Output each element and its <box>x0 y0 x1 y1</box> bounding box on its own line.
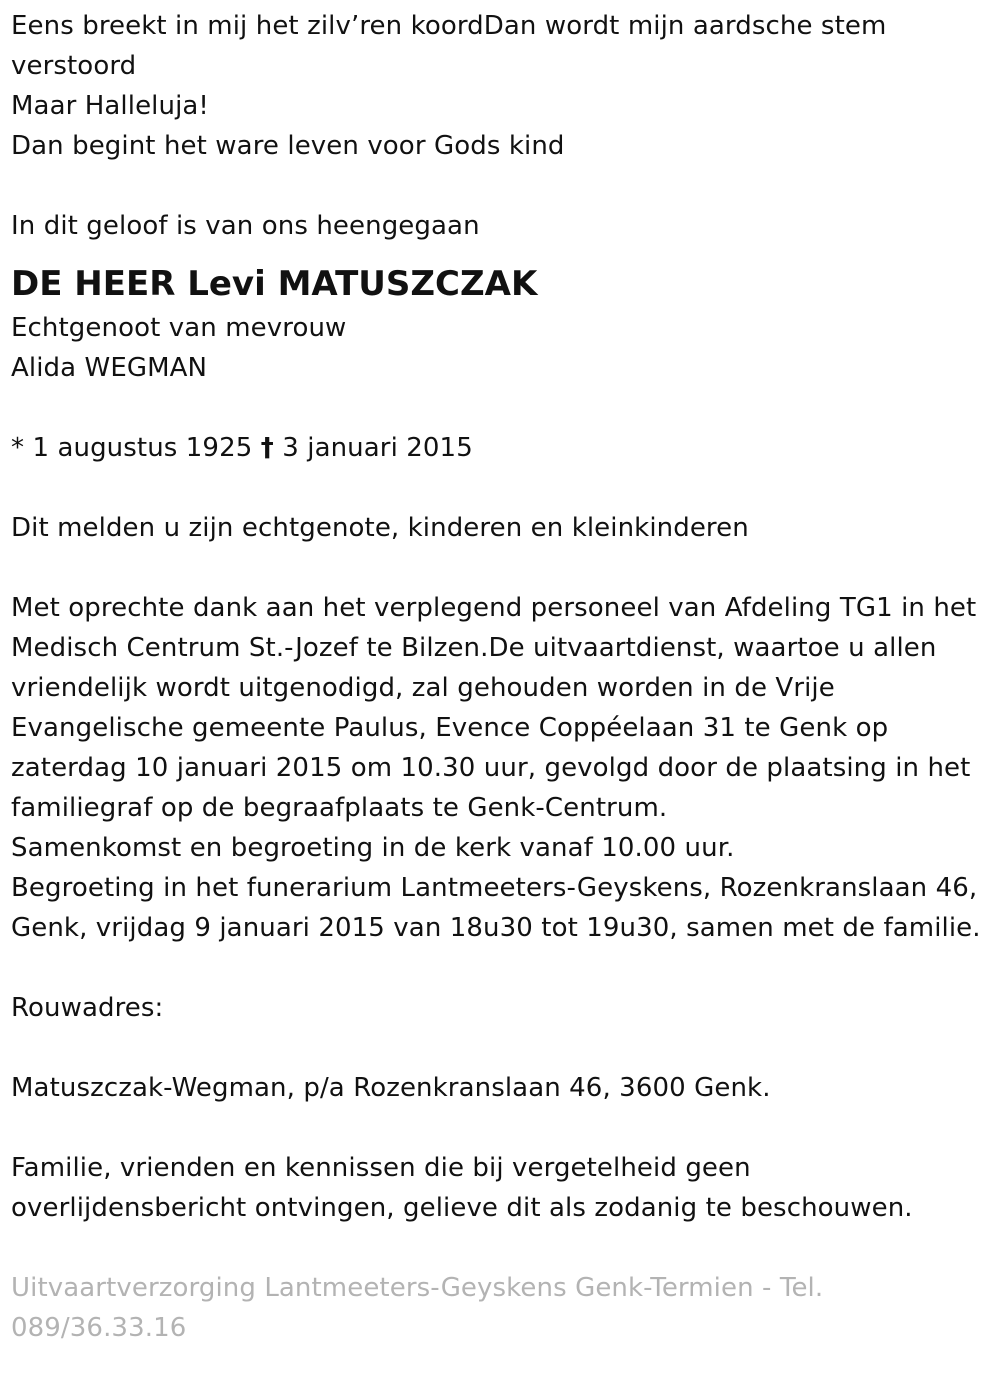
spouse-line: Echtgenoot van mevrouw <box>11 313 347 343</box>
body-line: Medisch Centrum St.-Jozef te Bilzen.De uitvaartdienst, waartoe u allen <box>11 633 937 663</box>
life-dates <box>11 428 995 468</box>
spacer <box>11 166 995 206</box>
spacer <box>11 548 995 588</box>
mourning-address: Matuszczak-Wegman, p/a Rozenkranslaan 46, 3600 Genk. <box>11 1073 771 1103</box>
birth-date: * 1 augustus 1925 <box>11 433 253 463</box>
body-line: Samenkomst en begroeting in de kerk vanaf 10.00 uur. <box>11 833 735 863</box>
spacer <box>11 1228 995 1268</box>
funeral-details <box>11 588 995 948</box>
body-line: familiegraf op de begraafplaats te Genk-Centrum. <box>11 793 668 823</box>
poem-line: Maar Halleluja! <box>11 91 209 121</box>
obituary-document <box>11 6 995 1348</box>
body-line: Evangelische gemeente Paulus, Evence Coppéelaan 31 te Genk op <box>11 713 889 743</box>
spacer <box>11 1108 995 1148</box>
poem-line: Eens breekt in mij het zilv’ren koordDan wordt mijn aardsche stem <box>11 11 887 41</box>
body-line: Genk, vrijdag 9 januari 2015 van 18u30 tot 19u30, samen met de familie. <box>11 913 981 943</box>
body-line: Begroeting in het funerarium Lantmeeters-Geyskens, Rozenkranslaan 46, <box>11 873 978 903</box>
spacer <box>11 388 995 428</box>
cross-icon: † <box>260 433 274 463</box>
poem-line: Dan begint het ware leven voor Gods kind <box>11 131 565 161</box>
spouse-name: Alida WEGMAN <box>11 353 208 383</box>
closing-note <box>11 1148 995 1228</box>
closing-line: overlijdensbericht ontvingen, gelieve dit als zodanig te beschouwen. <box>11 1193 913 1223</box>
funeral-home-footer <box>11 1268 995 1348</box>
spacer <box>11 468 995 508</box>
body-line: Met oprechte dank aan het verplegend personeel van Afdeling TG1 in het <box>11 593 977 623</box>
address-label: Rouwadres: <box>11 993 164 1023</box>
spacer <box>11 948 995 988</box>
announcement-text: Dit melden u zijn echtgenote, kinderen en kleinkinderen <box>11 513 749 543</box>
spacer <box>11 1028 995 1068</box>
body-line: zaterdag 10 januari 2015 om 10.30 uur, gevolgd door de plaatsing in het <box>11 753 971 783</box>
closing-line: Familie, vrienden en kennissen die bij vergetelheid geen <box>11 1153 751 1183</box>
intro-text: In dit geloof is van ons heengegaan <box>11 211 480 241</box>
footer-phone: 089/36.33.16 <box>11 1313 187 1343</box>
deceased-name: DE HEER Levi MATUSZCZAK <box>11 264 538 304</box>
footer-line: Uitvaartverzorging Lantmeeters-Geyskens Genk-Termien - Tel. <box>11 1273 824 1303</box>
poem-line: verstoord <box>11 51 137 81</box>
death-date: 3 januari 2015 <box>282 433 473 463</box>
body-line: vriendelijk wordt uitgenodigd, zal gehouden worden in de Vrije <box>11 673 835 703</box>
poem <box>11 6 995 166</box>
